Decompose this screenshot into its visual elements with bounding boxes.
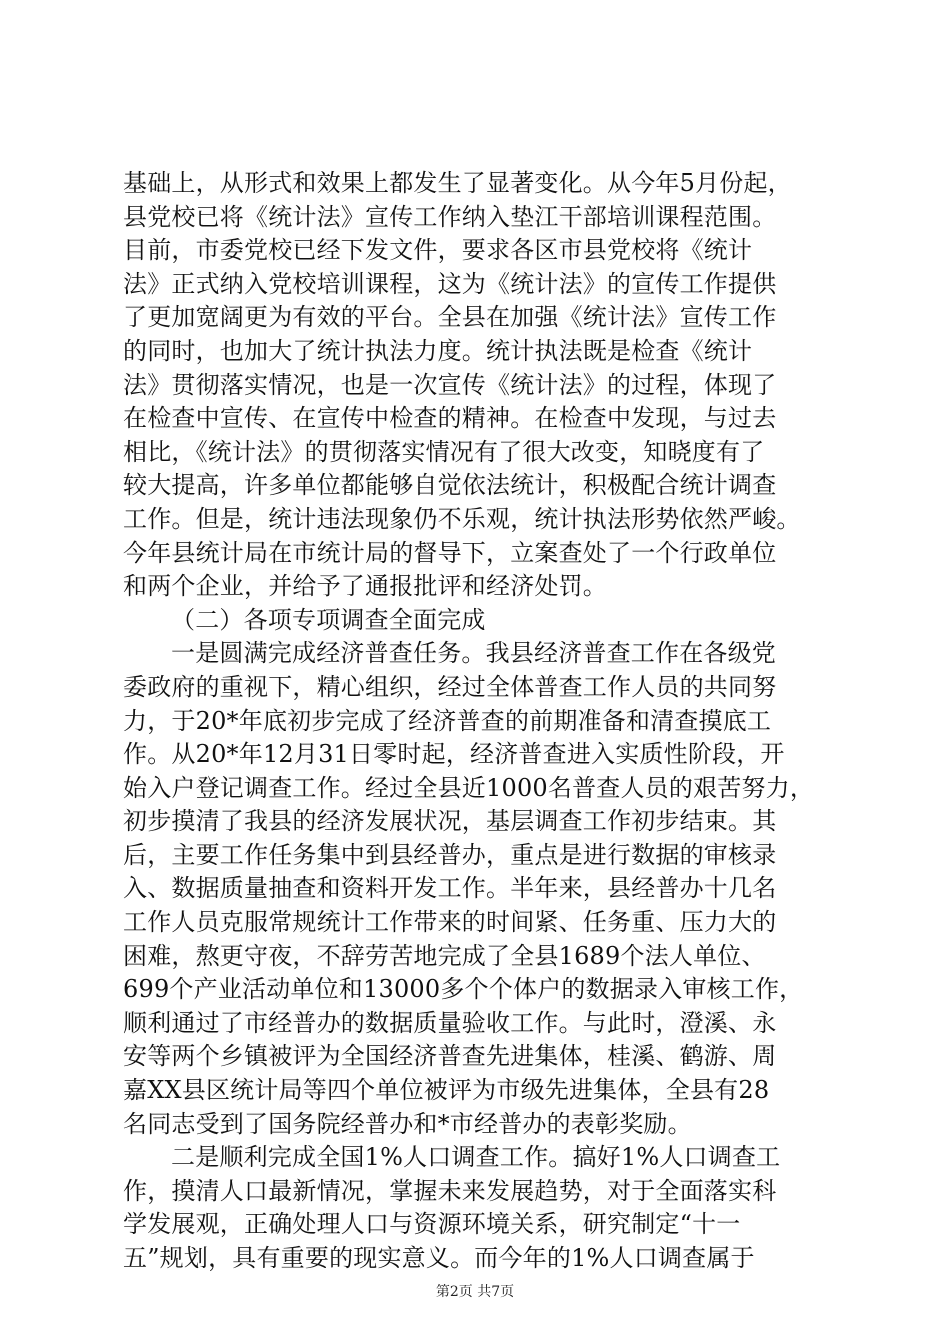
text-line: 名同志受到了国务院经普办和*市经普办的表彰奖励。 [123, 1109, 692, 1138]
text-line: 较大提高，许多单位都能够自觉依法统计，积极配合统计调查 [123, 471, 777, 500]
text-line: 工作。但是，统计违法现象仍不乐观，统计执法形势依然严峻。 [123, 504, 801, 533]
page-number-footer: 第2页 共7页 [435, 1284, 515, 1300]
text-line: 基础上，从形式和效果上都发生了显著变化。从今年5月份起， [123, 169, 792, 197]
text-line: 县党校已将《统计法》宣传工作纳入垫江干部培训课程范围。 [123, 202, 777, 231]
text-line: 困难，熬更守夜，不辞劳苦地完成了全县1689个法人单位、 [123, 941, 766, 970]
paragraph-start: 二是顺利完成全国1%人口调查工作。搞好1%人口调查工 [171, 1143, 781, 1172]
text-line: 在检查中宣传、在宣传中检查的精神。在检查中发现，与过去 [123, 404, 777, 433]
body-text [123, 167, 843, 1276]
text-line: 后，主要工作任务集中到县经普办，重点是进行数据的审核录 [123, 840, 777, 869]
text-line: 699个产业活动单位和13000多个个体户的数据录入审核工作， [123, 975, 804, 1004]
text-line: 作，摸清人口最新情况，掌握未来发展趋势，对于全面落实科 [123, 1176, 777, 1205]
text-line: 相比，《统计法》的贯彻落实情况有了很大改变，知晓度有了 [123, 437, 765, 466]
text-line: 作。从20*年12月31日零时起，经济普查进入实质性阶段，开 [123, 740, 785, 769]
section-heading: （二）各项专项调查全面完成 [171, 605, 486, 634]
text-line: 的同时，也加大了统计执法力度。统计执法既是检查《统计 [123, 336, 753, 365]
text-line: 和两个企业，并给予了通报批评和经济处罚。 [123, 572, 607, 601]
text-line: 安等两个乡镇被评为全国经济普查先进集体，桂溪、鹤游、周 [123, 1042, 777, 1071]
text-line: 初步摸清了我县的经济发展状况，基层调查工作初步结束。其 [123, 807, 777, 836]
text-line: 法》正式纳入党校培训课程，这为《统计法》的宣传工作提供 [123, 269, 777, 298]
text-line: 工作人员克服常规统计工作带来的时间紧、任务重、压力大的 [123, 908, 777, 937]
text-line: 力，于20*年底初步完成了经济普查的前期准备和清查摸底工 [123, 706, 772, 735]
text-line: 目前，市委党校已经下发文件，要求各区市县党校将《统计 [123, 236, 753, 265]
text-line: 嘉XX县区统计局等四个单位被评为市级先进集体，全县有28 [123, 1076, 770, 1105]
paragraph-start: 一是圆满完成经济普查任务。我县经济普查工作在各级党 [171, 639, 776, 668]
text-line: 委政府的重视下，精心组织，经过全体普查工作人员的共同努 [123, 672, 777, 701]
text-line: 顺利通过了市经普办的数据质量验收工作。与此时，澄溪、永 [123, 1008, 777, 1037]
text-line: 入、数据质量抽查和资料开发工作。半年来，县经普办十几名 [123, 874, 777, 903]
text-line: 始入户登记调查工作。经过全县近1000名普查人员的艰苦努力， [123, 773, 815, 802]
text-line: 五”规划，具有重要的现实意义。而今年的1%人口调查属于 [123, 1244, 755, 1272]
text-line: 法》贯彻落实情况，也是一次宣传《统计法》的过程，体现了 [123, 370, 777, 399]
text-line: 今年县统计局在市统计局的督导下，立案查处了一个行政单位 [123, 538, 777, 567]
text-line: 了更加宽阔更为有效的平台。全县在加强《统计法》宣传工作 [123, 303, 777, 332]
text-line: 学发展观，正确处理人口与资源环境关系，研究制定“十一 [123, 1210, 741, 1239]
